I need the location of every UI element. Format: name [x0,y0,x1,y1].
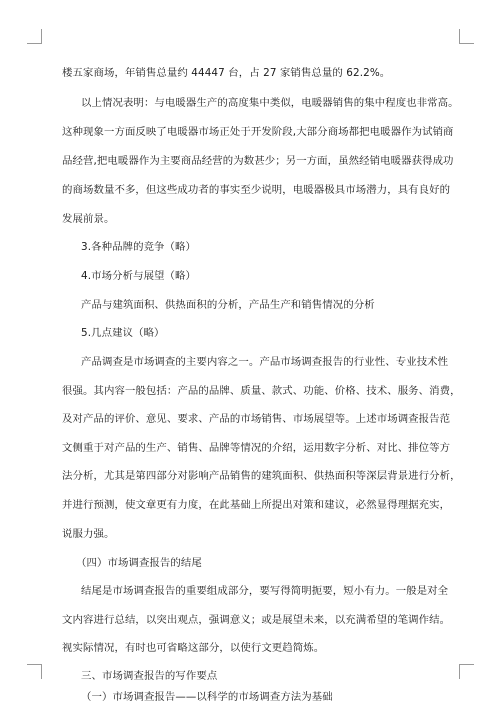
text-line: 这种现象一方面反映了电暖器市场正处于开发阶段,大部分商场都把电暖器作为试销商 [62,126,454,138]
section-heading: 5.几点建议（略） [81,327,165,339]
text-line: 说服力强。 [62,528,115,540]
text-line: 楼五家商场，年销售总量约 44447 台，占 27 家销售总量的 62.2%。 [62,67,391,79]
text-line: 视实际情况，有时也可省略这部分，以使行文更趋简炼。 [62,642,325,654]
section-heading: 4.市场分析与展望（略） [81,270,197,282]
text-line: 的商场数量不多，但这些成功者的事实至少说明，电暖器极具市场潜力，具有良好的 [62,184,451,196]
text-line: 结尾是市场调查报告的重要组成部分，要写得简明扼要，短小有力。一般是对全 [81,585,449,597]
text-line: 品经营,把电暖器作为主要商品经营的为数甚少；另一方面，虽然经销电暖器获得成功 [62,155,454,167]
text-line: 及对产品的评价、意见、要求、产品的市场销售、市场展望等。上述市场调查报告范 [62,413,451,425]
section-heading: 3.各种品牌的竞争（略） [81,241,197,253]
section-heading: （一）市场调查报告——以科学的市场调查方法为基础 [81,691,333,703]
crop-mark-bottom-right [459,664,474,679]
text-line: 以上情况表明：与电暖器生产的高度集中类似，电暖器销售的集中程度也非常高。 [81,97,459,109]
text-line: 产品调查是市场调查的主要内容之一。产品市场调查报告的行业性、专业技术性 [81,356,449,368]
text-line: 并进行预测，使文章更有力度，在此基础上所提出对策和建议，必然显得理据充实， [62,499,451,511]
text-line: 文内容进行总结，以突出观点，强调意义；或是展望未来，以充满希望的笔调作结。 [62,614,451,626]
section-heading: （四）市场调查报告的结尾 [76,557,202,569]
crop-mark-top-right [459,29,474,44]
text-line: 很强。其内容一般包括：产品的品牌、质量、款式、功能、价格、技术、服务、消费， [62,385,461,397]
text-line: 文侧重于对产品的生产、销售、品牌等情况的介绍，运用数字分析、对比、排位等方 [62,442,451,454]
crop-mark-bottom-left [27,664,42,679]
text-line: 法分析，尤其是第四部分对影响产品销售的建筑面积、供热面积等深层背景进行分析， [62,470,461,482]
section-heading: 三、市场调查报告的写作要点 [81,670,218,682]
text-line: 发展前景。 [62,213,115,225]
crop-mark-top-left [27,29,42,44]
text-line: 产品与建筑面积、供热面积的分析，产品生产和销售情况的分析 [81,299,375,311]
